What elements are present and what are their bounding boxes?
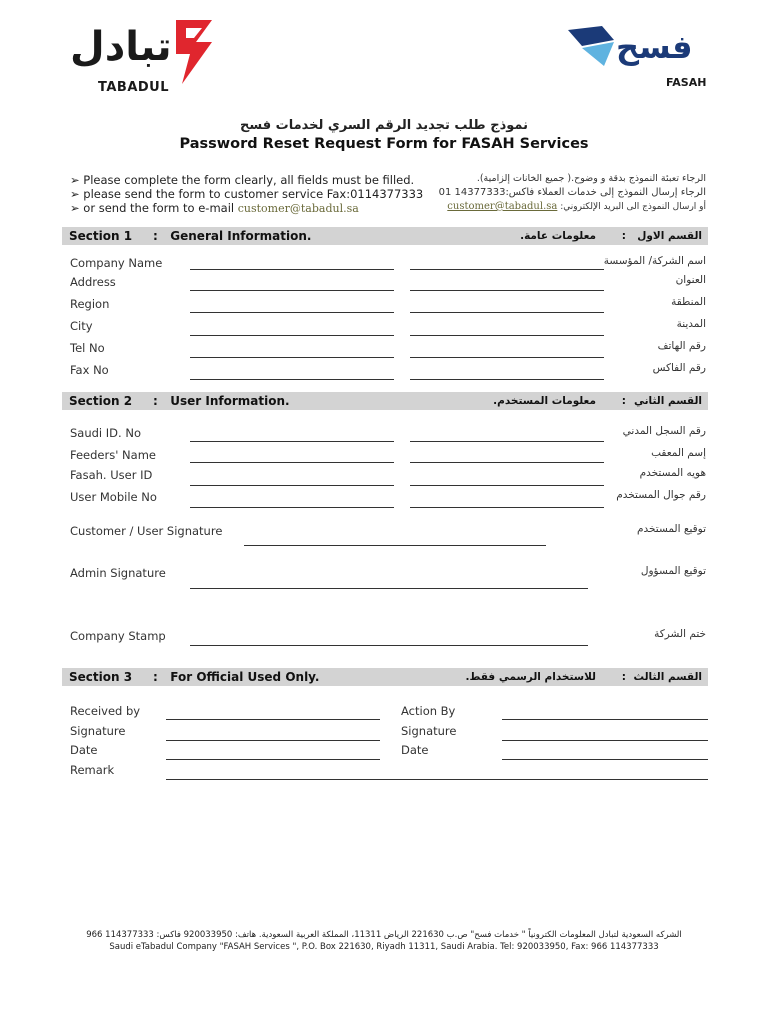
- fax-label-ar: رقم الفاكس: [652, 362, 706, 374]
- admin-signature-label-ar: توقيع المسؤول: [640, 565, 706, 577]
- region-label-ar: المنطقة: [671, 296, 706, 308]
- user-mobile-field[interactable]: [190, 507, 394, 508]
- action-date-field[interactable]: [502, 759, 708, 760]
- tabadul-logo-english: TABADUL: [98, 80, 170, 95]
- action-by-label: Action By: [401, 704, 456, 718]
- section-3-title-ar-main: القسم الثالث: [633, 671, 702, 683]
- section-1-title-ar-main: القسم الاول: [637, 230, 702, 242]
- fax-field[interactable]: [190, 379, 394, 380]
- admin-signature-field[interactable]: [190, 588, 588, 589]
- instruction-ar-2: الرجاء إرسال النموذج إلى خدمات العملاء فاكس:14377333 01: [438, 187, 706, 198]
- customer-signature-label: Customer / User Signature: [70, 524, 223, 538]
- received-by-field[interactable]: [166, 719, 380, 720]
- section-3-header: [62, 668, 708, 686]
- feeders-name-label: Feeders' Name: [70, 448, 156, 462]
- instruction-en-3: ➢ or send the form to e-mail: [70, 201, 235, 215]
- fax-label: Fax No: [70, 363, 109, 377]
- section-1-title: Section 1 : General Information.: [69, 229, 312, 243]
- section-2-header: [62, 392, 708, 410]
- fasah-user-id-ar-field[interactable]: [410, 485, 604, 486]
- fasah-user-id-label: Fasah. User ID: [70, 468, 153, 482]
- official-date-field[interactable]: [166, 759, 380, 760]
- action-by-field[interactable]: [502, 719, 708, 720]
- official-date-label: Date: [70, 743, 98, 757]
- fasah-mark-icon: [568, 26, 618, 70]
- customer-signature-label-ar: توقيع المستخدم: [637, 523, 706, 535]
- address-ar-field[interactable]: [410, 290, 604, 291]
- admin-signature-label: Admin Signature: [70, 566, 166, 580]
- company-stamp-label-ar: ختم الشركة: [654, 628, 706, 640]
- email-link-ar[interactable]: customer@tabadul.sa: [447, 201, 558, 212]
- received-by-label: Received by: [70, 704, 141, 718]
- tabadul-mark-icon: [168, 20, 220, 84]
- region-field[interactable]: [190, 312, 394, 313]
- instruction-ar-3: أو ارسال النموذج الى البريد الإلكتروني:: [560, 202, 706, 212]
- tabadul-logo: [66, 18, 226, 98]
- instruction-ar-3-wrap: [447, 201, 706, 212]
- footer-english: Saudi eTabadul Company "FASAH Services ", P.O. Box 221630, Riyadh 11311, Saudi Arabia. Tel: 920033950, Fax: 966 114377333: [109, 942, 659, 952]
- user-mobile-label: User Mobile No: [70, 490, 157, 504]
- official-signature-field[interactable]: [166, 740, 380, 741]
- city-ar-field[interactable]: [410, 335, 604, 336]
- section-3-title-ar-colon: :: [621, 671, 626, 683]
- feeders-name-field[interactable]: [190, 462, 394, 463]
- remark-label: Remark: [70, 763, 115, 777]
- saudi-id-label: Saudi ID. No: [70, 426, 141, 440]
- section-3-title: Section 3 : For Official Used Only.: [69, 670, 320, 684]
- company-name-label: Company Name: [70, 256, 163, 270]
- section-3-title-ar-sub: للاستخدام الرسمي فقط.: [465, 671, 596, 683]
- saudi-id-ar-field[interactable]: [410, 441, 604, 442]
- company-name-label-ar: اسم الشركة/ المؤسسة: [603, 255, 706, 267]
- instruction-en-1: ➢ Please complete the form clearly, all fields must be filled.: [70, 173, 415, 187]
- fax-ar-field[interactable]: [410, 379, 604, 380]
- official-signature-label: Signature: [70, 724, 126, 738]
- form-title-arabic: نموذج طلب تجديد الرقم السري لخدمات فسح: [240, 118, 528, 133]
- company-stamp-field[interactable]: [190, 645, 588, 646]
- customer-signature-field[interactable]: [244, 545, 546, 546]
- address-label: Address: [70, 275, 116, 289]
- footer-arabic: الشركه السعودية لتبادل المعلومات الكترونياً " خدمات فسح" ص.ب 221630 الرياض 11311، المملكة العربية السعودية. هاتف: 920033950 فاكس: 114377333 966: [86, 930, 682, 940]
- company-stamp-label: Company Stamp: [70, 629, 166, 643]
- section-2-title-ar-sub: معلومات المستخدم.: [493, 395, 596, 407]
- company-name-field[interactable]: [190, 269, 394, 270]
- action-signature-label: Signature: [401, 724, 457, 738]
- saudi-id-field[interactable]: [190, 441, 394, 442]
- feeders-name-ar-field[interactable]: [410, 462, 604, 463]
- city-label-ar: المدينة: [676, 318, 706, 330]
- section-1-title-ar-colon: :: [621, 230, 626, 242]
- section-1-title-ar-sub: معلومات عامة.: [520, 230, 596, 242]
- tel-field[interactable]: [190, 357, 394, 358]
- remark-field[interactable]: [166, 779, 708, 780]
- section-2-title-ar-main: القسم الثاني: [633, 395, 702, 407]
- region-ar-field[interactable]: [410, 312, 604, 313]
- tel-label: Tel No: [70, 341, 105, 355]
- fasah-user-id-field[interactable]: [190, 485, 394, 486]
- company-name-ar-field[interactable]: [410, 269, 604, 270]
- section-1-header: [62, 227, 708, 245]
- city-field[interactable]: [190, 335, 394, 336]
- tabadul-logo-arabic: تبادل: [70, 24, 172, 70]
- instruction-en-2: ➢ please send the form to customer service Fax:0114377333: [70, 187, 424, 201]
- address-label-ar: العنوان: [675, 274, 706, 286]
- tel-label-ar: رقم الهاتف: [657, 340, 706, 352]
- feeders-name-label-ar: إسم المعقب: [651, 447, 706, 459]
- email-link[interactable]: customer@tabadul.sa: [237, 202, 359, 215]
- address-field[interactable]: [190, 290, 394, 291]
- action-date-label: Date: [401, 743, 429, 757]
- user-mobile-ar-field[interactable]: [410, 507, 604, 508]
- fasah-logo-arabic: فسح: [616, 28, 693, 66]
- tel-ar-field[interactable]: [410, 357, 604, 358]
- action-signature-field[interactable]: [502, 740, 708, 741]
- fasah-logo-english: FASAH: [666, 76, 707, 89]
- instruction-en-3-wrap: [70, 201, 359, 215]
- fasah-logo: [568, 24, 718, 94]
- fasah-user-id-label-ar: هويه المستخدم: [639, 467, 706, 479]
- section-2-title: Section 2 : User Information.: [69, 394, 290, 408]
- region-label: Region: [70, 297, 110, 311]
- user-mobile-label-ar: رقم جوال المستخدم: [616, 489, 706, 501]
- section-2-title-ar-colon: :: [621, 395, 626, 407]
- form-title-english: Password Reset Request Form for FASAH Services: [179, 136, 589, 152]
- city-label: City: [70, 319, 93, 333]
- instruction-ar-1: الرجاء تعبئة النموذج بدقة و وضوح.( جميع الخانات إلزامية).: [476, 173, 706, 184]
- saudi-id-label-ar: رقم السجل المدني: [622, 425, 706, 437]
